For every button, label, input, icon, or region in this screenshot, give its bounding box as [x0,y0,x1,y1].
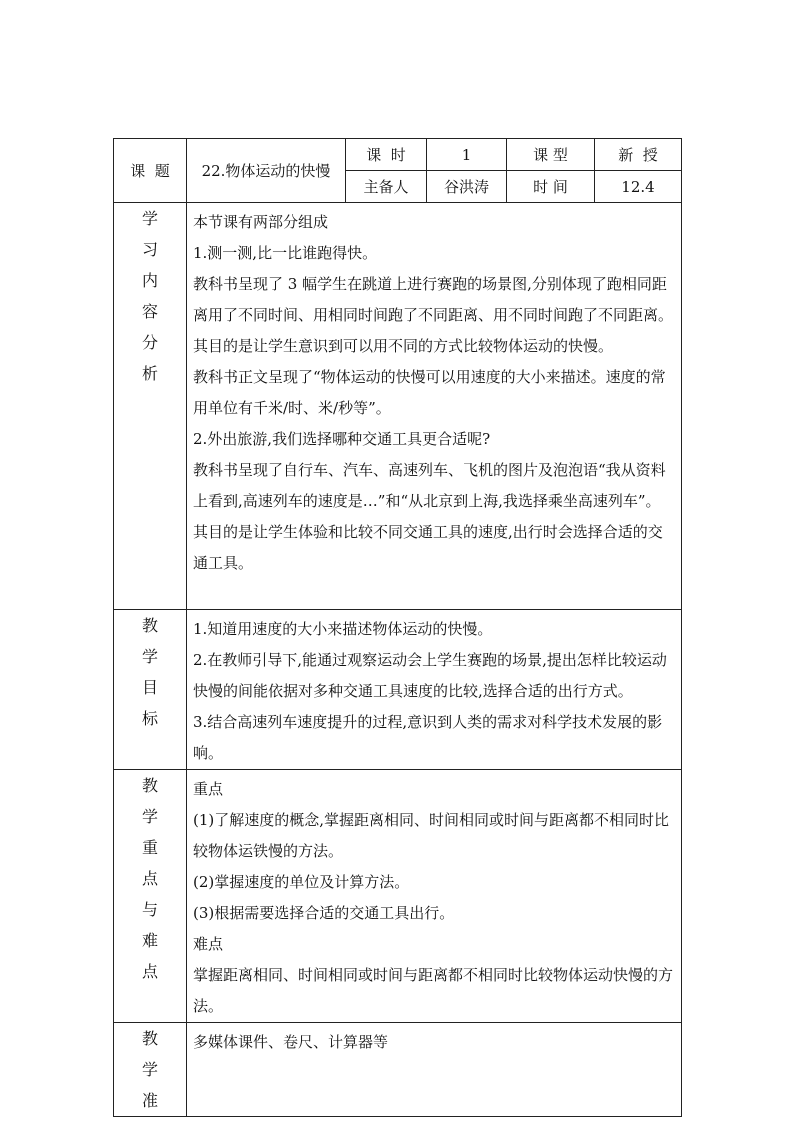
time-label: 时 间 [507,171,595,203]
key-points-label: 教 学 重 点 与 难 点 [114,770,187,1023]
preparation-row [114,1023,682,1117]
time-value: 12.4 [595,171,682,203]
content-analysis-row [114,203,682,610]
preparer-label: 主备人 [346,171,427,203]
preparation-label: 教 学 准 [114,1023,187,1117]
header-row-1 [114,139,682,171]
key-points-body: 重点 (1)了解速度的概念,掌握距离相同、时间相同或时间与距离都不相同时比较物体运铁慢的方法。 (2)掌握速度的单位及计算方法。 (3)根据需要选择合适的交通工具出行。 难点 掌握距离相同、时间相同或时间与距离都不相同时比较物体运动快慢的方法。 [187,770,682,1023]
period-value: 1 [427,139,507,171]
preparer-value: 谷洪涛 [427,171,507,203]
objectives-body: 1.知道用速度的大小来描述物体运动的快慢。 2.在教师引导下,能通过观察运动会上学生赛跑的场景,提出怎样比较运动快慢的间能依据对多种交通工具速度的比较,选择合适的出行方式。 3.结合高速列车速度提升的过程,意识到人类的需求对科学技术发展的影响。 [187,610,682,770]
lesson-plan-table [113,138,682,1117]
type-value: 新 授 [595,139,682,171]
topic-value: 22.物体运动的快慢 [187,139,346,203]
period-label: 课 时 [346,139,427,171]
content-analysis-label: 学 习 内 容 分 析 [114,203,187,610]
topic-label: 课 题 [114,139,187,203]
type-label: 课 型 [507,139,595,171]
objectives-row [114,610,682,770]
objectives-label: 教 学 目 标 [114,610,187,770]
content-analysis-body: 本节课有两部分组成 1.测一测,比一比谁跑得快。 教科书呈现了 3 幅学生在跳道上进行赛跑的场景图,分别体现了跑相同距离用了不同时间、用相同时间跑了不同距离、用不同时间跑了不同距离。其目的是让学生意识到可以用不同的方式比较物体运动的快慢。 教科书正文呈现了“物体运动的快慢可以用速度的大小来描述。速度的常用单位有千米/时、米/秒等”。 2.外出旅游,我们选择哪种交通工具更合适呢? 教科书呈现了自行车、汽车、高速列车、飞机的图片及泡泡语“我从资料上看到,高速列车的速度是…”和“从北京到上海,我选择乘坐高速列车”。 其目的是让学生体验和比较不同交通工具的速度,出行时会选择合适的交通工具。 [187,203,682,610]
key-points-row [114,770,682,1023]
preparation-body: 多媒体课件、卷尺、计算器等 [187,1023,682,1117]
